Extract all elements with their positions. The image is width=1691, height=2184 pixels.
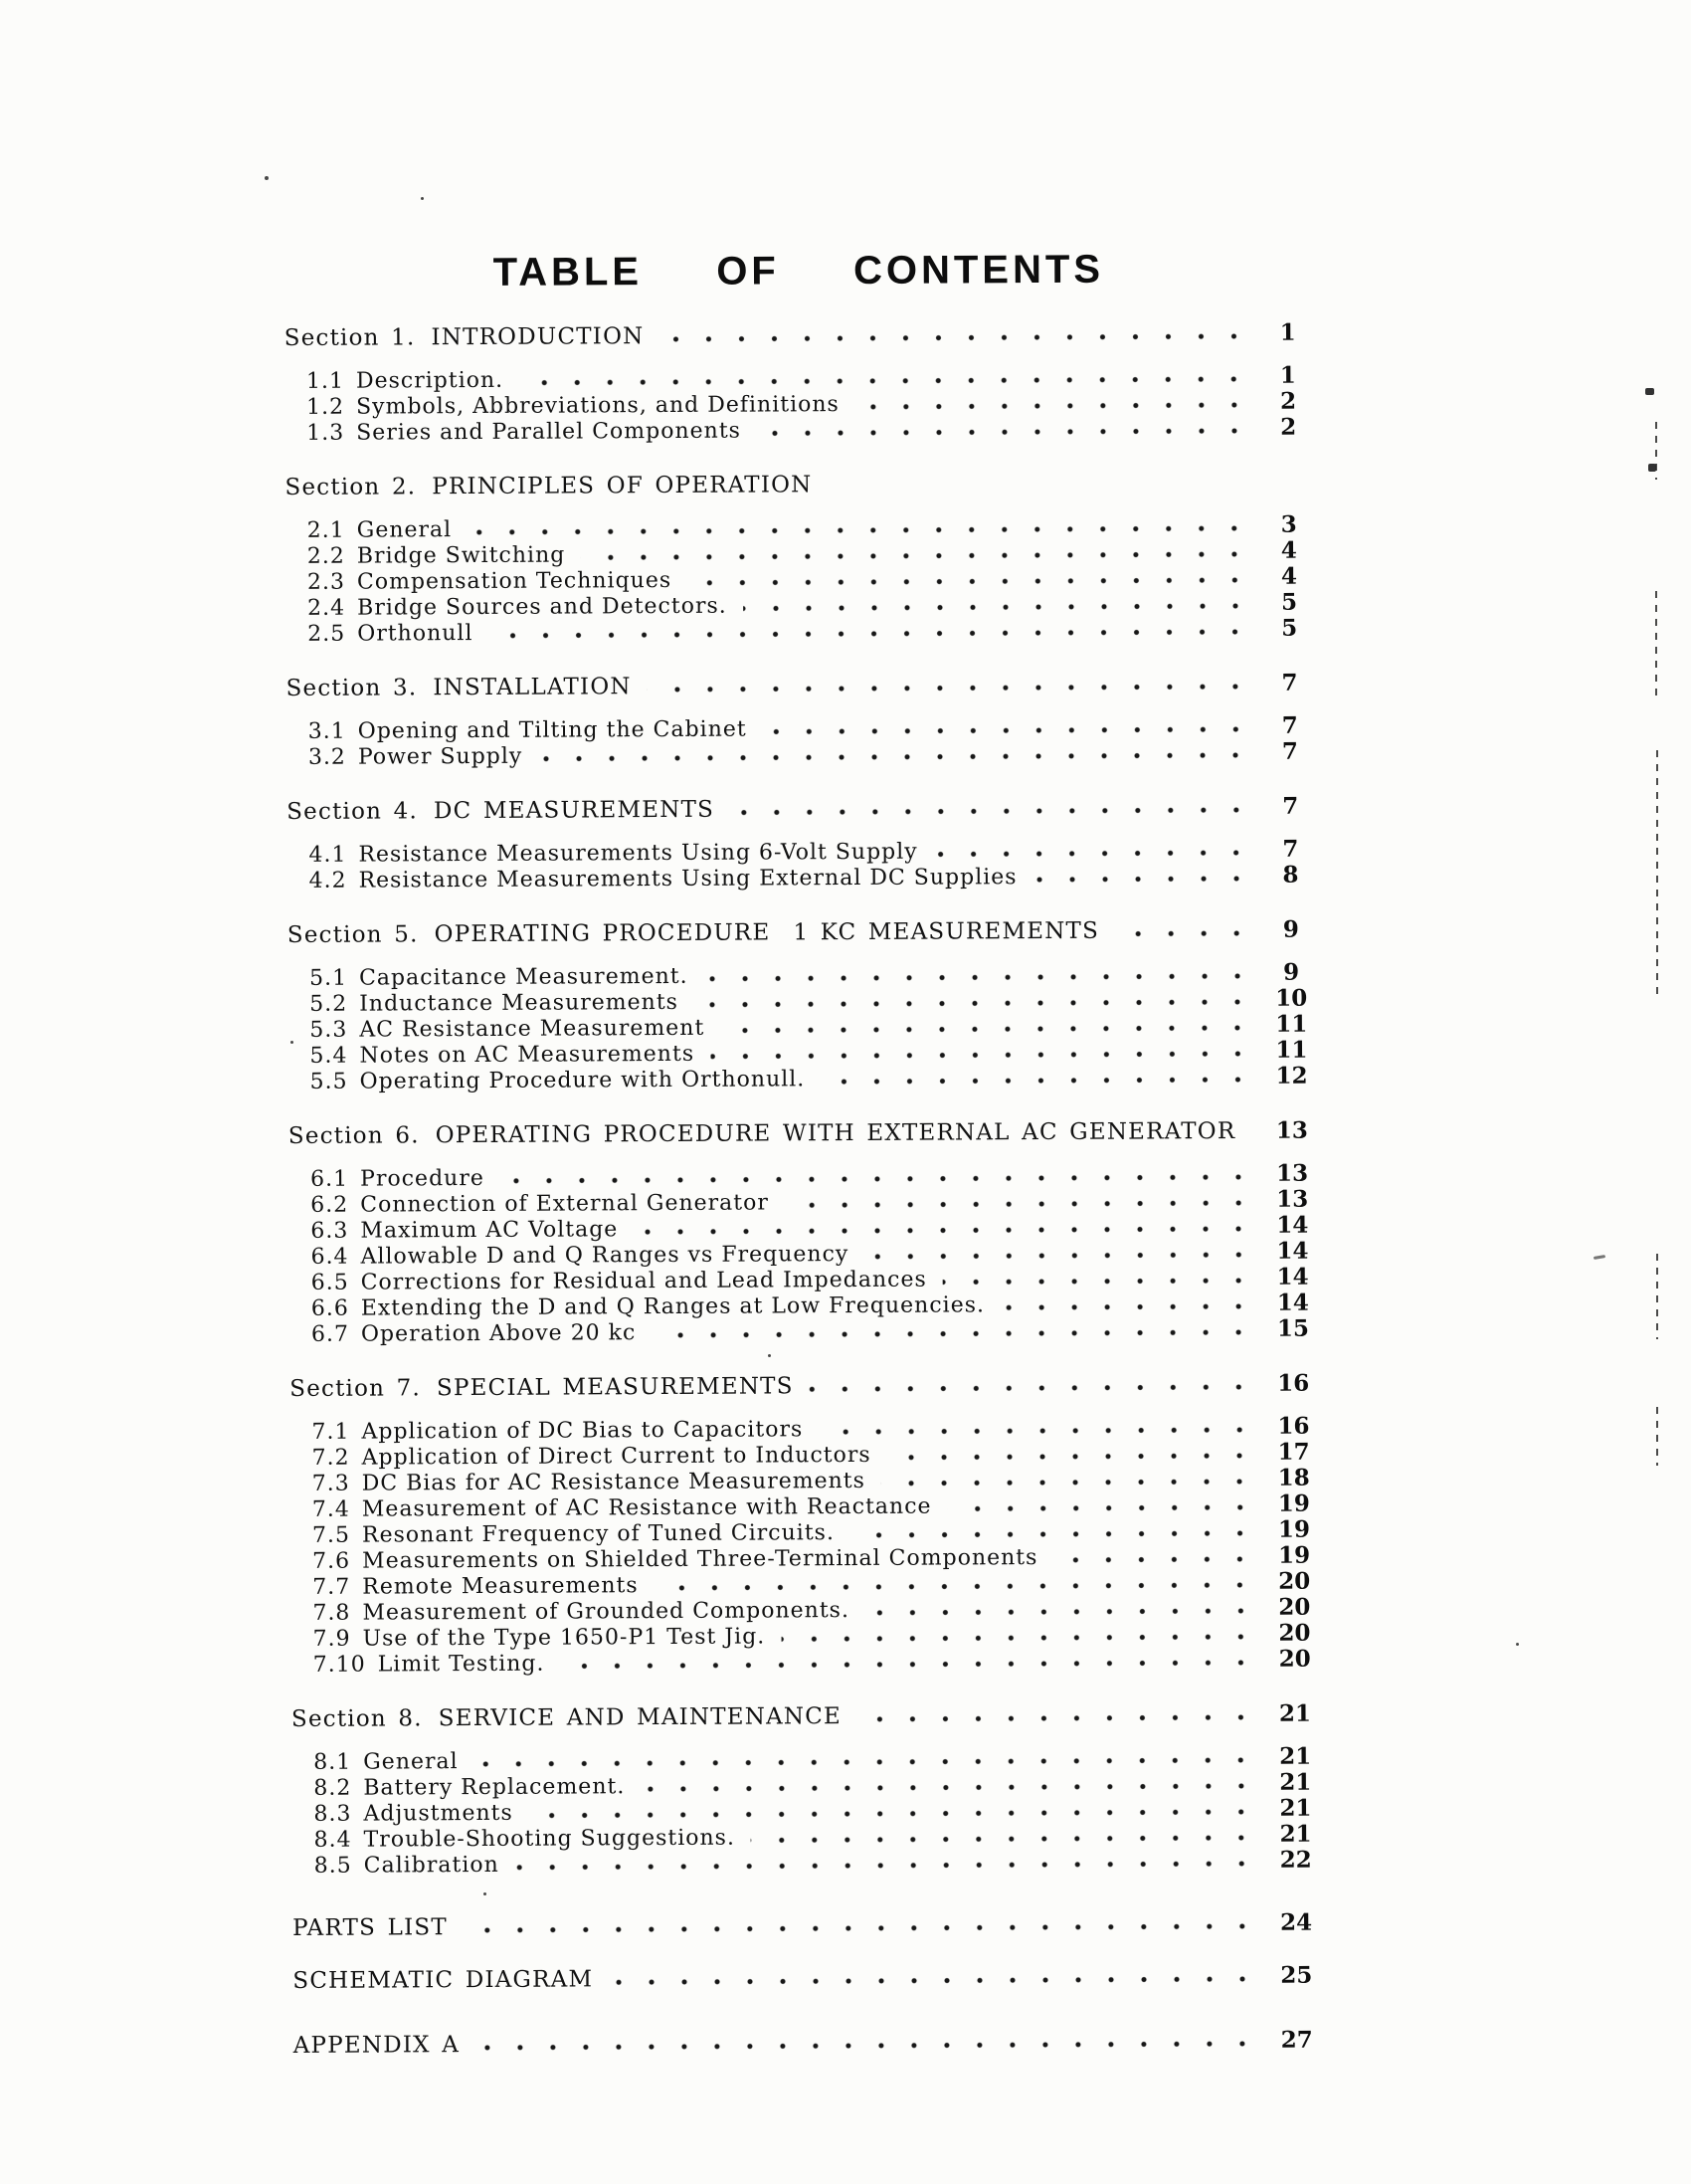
entry-title: Measurement of AC Resistance with Reactance [361, 1493, 932, 1522]
entry-number: 2.4 [307, 595, 346, 621]
toc-entry [286, 739, 1316, 770]
entry-number: 6.3 [310, 1218, 349, 1244]
entry-number: 8.1 [313, 1749, 352, 1775]
leader-dots [464, 1921, 1258, 1935]
scan-artifact [1645, 388, 1654, 395]
page-number: 21 [1278, 1699, 1312, 1727]
entry-number: 5.4 [309, 1043, 348, 1069]
toc-section-heading [284, 320, 1314, 351]
toc-section-heading [289, 1371, 1319, 1402]
entry-title: Remote Measurements [362, 1573, 639, 1600]
page-number: 8 [1282, 861, 1299, 889]
toc-section [286, 794, 1316, 893]
toc-section-heading [291, 1701, 1321, 1732]
entry-title: Application of DC Bias to Capacitors [361, 1417, 804, 1445]
page-number: 5 [1281, 588, 1298, 616]
entry-number: 7.7 [312, 1574, 351, 1600]
page-number: 14 [1276, 1289, 1309, 1316]
scan-artifact [290, 1041, 293, 1044]
leader-dots [659, 331, 1249, 344]
entry-number: 1.1 [305, 368, 344, 394]
leader-dots [655, 1580, 1257, 1593]
page-number: 27 [1280, 2026, 1313, 2054]
leader-dots [887, 1451, 1256, 1463]
page-number: 5 [1281, 614, 1298, 642]
page-number: 7 [1281, 711, 1298, 739]
entry-title: Resistance Measurements Using 6-Volt Supply [358, 839, 918, 868]
page-number: 13 [1275, 1116, 1308, 1144]
page-number: 24 [1279, 1908, 1313, 1936]
entry-number: 7.8 [312, 1600, 351, 1626]
leader-dots [474, 1755, 1258, 1769]
page-number: 7 [1282, 835, 1299, 863]
section-label: Section 3. [285, 675, 418, 702]
entry-title: Resistance Measurements Using External DC Supplies [358, 865, 1018, 893]
leader-dots [881, 1477, 1256, 1489]
page-number: 21 [1279, 1794, 1312, 1822]
leader-dots [515, 1859, 1258, 1873]
leader-dots [757, 426, 1250, 439]
entry-number: 7.5 [311, 1522, 351, 1548]
leader-dots [468, 523, 1251, 537]
entry-title: Description. [355, 367, 504, 394]
leader-dots [475, 2039, 1259, 2053]
leader-dots [751, 1833, 1258, 1846]
entry-number: 8.3 [313, 1801, 352, 1827]
leader-dots [948, 1502, 1256, 1514]
page-number: 12 [1275, 1062, 1308, 1090]
toc-entry [291, 1647, 1321, 1678]
entry-title: Corrections for Residual and Lead Impedances [360, 1267, 927, 1295]
entry-title: Opening and Tilting the Cabinet [357, 716, 747, 744]
back-matter-row [293, 2028, 1323, 2059]
entry-title: Measurement of Grounded Components. [362, 1598, 850, 1626]
page-number: 14 [1276, 1211, 1309, 1239]
page-number: 4 [1280, 536, 1297, 564]
section-title: SPECIAL MEASUREMENTS [436, 1373, 794, 1402]
section-label: Section 5. [286, 921, 419, 949]
leader-dots [560, 1658, 1256, 1672]
entry-title: Connection of External Generator [360, 1190, 769, 1218]
section-label: Section 2. [284, 474, 417, 501]
leader-dots [810, 1382, 1256, 1394]
page-number: 25 [1280, 1961, 1313, 1989]
entry-title: Use of the Type 1650-P1 Test Jig. [362, 1624, 766, 1652]
leader-dots [1115, 928, 1253, 939]
scan-artifact [768, 1354, 771, 1357]
page-number: 19 [1277, 1515, 1311, 1543]
toc-entry [286, 863, 1316, 893]
page-number: 20 [1278, 1593, 1311, 1621]
section-title: APPENDIX A [292, 2032, 461, 2059]
entry-title: DC Bias for AC Resistance Measurements [361, 1468, 865, 1496]
entry-number: 4.1 [308, 842, 347, 868]
entry-number: 2.1 [306, 517, 345, 543]
section-label: Section 4. [286, 798, 419, 826]
page-number: 2 [1280, 413, 1297, 441]
entry-number: 5.5 [309, 1069, 348, 1094]
leader-dots [781, 1632, 1256, 1645]
entry-number: 8.2 [313, 1775, 352, 1801]
scan-artifact [1655, 591, 1657, 702]
page-number: 22 [1279, 1846, 1312, 1874]
entry-title: Inductance Measurements [359, 989, 679, 1017]
page-number: 16 [1277, 1412, 1310, 1440]
leader-dots [581, 549, 1251, 563]
leader-dots [488, 627, 1251, 641]
page-title: TABLE OF CONTENTS [492, 247, 1105, 295]
entry-number: 6.5 [310, 1270, 349, 1295]
page-number: 15 [1276, 1314, 1309, 1342]
toc-list [284, 320, 1323, 2059]
entry-title: Operation Above 20 kc [360, 1320, 637, 1347]
back-matter-row [292, 1963, 1322, 1994]
toc-section-heading [284, 470, 1314, 500]
section-title: PRINCIPLES OF OPERATION [432, 472, 813, 500]
leader-dots [687, 575, 1251, 588]
page-number: 9 [1282, 958, 1300, 986]
leader-dots [819, 1425, 1255, 1437]
entry-number: 7.4 [311, 1496, 350, 1522]
entry-number: 6.2 [310, 1192, 349, 1218]
section-title: DC MEASUREMENTS [433, 796, 715, 825]
entry-number: 7.2 [311, 1445, 350, 1471]
section-title: INTRODUCTION [431, 323, 645, 351]
leader-dots [609, 1974, 1258, 1987]
entry-title: Notes on AC Measurements [359, 1041, 695, 1069]
leader-dots [694, 997, 1253, 1010]
leader-dots [821, 1075, 1253, 1087]
leader-dots [704, 971, 1254, 984]
page-number: 10 [1275, 984, 1308, 1012]
entry-title: Power Supply [357, 743, 523, 770]
leader-dots [538, 750, 1252, 764]
toc-section [289, 1371, 1321, 1678]
section-label: Section 1. [283, 324, 416, 352]
entry-number: 7.9 [312, 1626, 351, 1652]
page-number: 20 [1278, 1619, 1311, 1647]
page-number: 13 [1276, 1159, 1309, 1187]
entry-title: Application of Direct Current to Inductors [361, 1442, 871, 1471]
entry-title: Bridge Switching [356, 542, 566, 569]
page-number: 14 [1276, 1237, 1309, 1265]
leader-dots [943, 1276, 1255, 1288]
page-number: 16 [1277, 1369, 1310, 1397]
scan-artifact [421, 197, 424, 200]
section-title: OPERATING PROCEDURE WITH EXTERNAL AC GENERATOR [435, 1118, 1236, 1149]
toc-entry [288, 1064, 1318, 1094]
leader-dots [730, 805, 1252, 818]
toc-entry [289, 1316, 1319, 1347]
entry-number: 3.1 [307, 718, 346, 744]
leader-dots [743, 601, 1251, 614]
scan-artifact [483, 1892, 486, 1895]
leader-dots [529, 1807, 1258, 1821]
page-number: 21 [1279, 1820, 1312, 1848]
entry-title: Measurements on Shielded Three-Terminal Components [362, 1545, 1038, 1574]
entry-title: Procedure [360, 1165, 484, 1192]
section-label: Section 6. [287, 1122, 420, 1150]
entry-number: 7.6 [312, 1548, 351, 1574]
back-matter-row [292, 1910, 1322, 1941]
entry-title: Symbols, Abbreviations, and Definitions [355, 392, 840, 420]
toc-page [283, 247, 1322, 2059]
entry-number: 2.2 [306, 543, 345, 569]
page-number: 19 [1278, 1541, 1311, 1569]
leader-dots [934, 848, 1253, 860]
leader-dots [763, 724, 1252, 737]
page-number: 4 [1280, 562, 1298, 590]
entry-number: 2.5 [307, 621, 346, 647]
section-title: SCHEMATIC DIAGRAM [292, 1966, 594, 1994]
page-number: 7 [1281, 737, 1298, 765]
section-title: OPERATING PROCEDURE 1 KC MEASUREMENTS [434, 917, 1100, 948]
page-number: 1 [1279, 318, 1296, 346]
page-number: 2 [1279, 387, 1297, 415]
page-number: 13 [1276, 1185, 1309, 1213]
entry-title: General [363, 1749, 459, 1775]
toc-section-heading [285, 671, 1315, 701]
section-label: Section 7. [289, 1375, 422, 1402]
entry-title: Allowable D and Q Ranges vs Frequency [360, 1242, 849, 1270]
leader-dots [648, 682, 1252, 695]
scan-artifact [1656, 750, 1658, 997]
leader-dots [710, 1049, 1253, 1062]
toc-section [285, 671, 1315, 770]
entry-title: Series and Parallel Components [356, 418, 742, 446]
entry-number: 3.2 [307, 744, 346, 770]
entry-number: 5.1 [309, 965, 348, 991]
leader-dots [500, 1172, 1254, 1186]
page-number: 7 [1282, 792, 1299, 820]
leader-dots [634, 1224, 1254, 1237]
section-title: PARTS LIST [292, 1914, 448, 1941]
toc-section [284, 470, 1315, 647]
entry-title: Battery Replacement. [363, 1774, 626, 1801]
entry-number: 6.7 [310, 1321, 350, 1347]
leader-dots [1001, 1301, 1255, 1312]
page-number: 18 [1277, 1464, 1310, 1491]
entry-title: Operating Procedure with Orthonull. [359, 1067, 806, 1094]
toc-section [287, 917, 1318, 1094]
page-number: 3 [1280, 510, 1297, 538]
entry-number: 7.3 [311, 1471, 350, 1496]
page-number: 20 [1278, 1567, 1311, 1595]
toc-entry [284, 415, 1314, 446]
entry-number: 6.1 [310, 1166, 349, 1192]
entry-title: Extending the D and Q Ranges at Low Frequencies. [360, 1292, 986, 1321]
entry-number: 1.3 [306, 420, 345, 446]
entry-title: Calibration [363, 1852, 499, 1879]
entry-title: AC Resistance Measurement [359, 1015, 705, 1043]
entry-title: Bridge Sources and Detectors. [357, 593, 727, 621]
scan-artifact [265, 176, 269, 180]
entry-title: Limit Testing. [377, 1651, 545, 1678]
entry-title: General [356, 517, 453, 543]
scan-artifact [1656, 1254, 1658, 1339]
leader-dots [855, 400, 1250, 412]
page-number: 11 [1275, 1010, 1308, 1038]
toc-section-heading [286, 794, 1316, 825]
page-number: 14 [1276, 1263, 1309, 1291]
leader-dots [865, 1606, 1257, 1618]
leader-dots [850, 1528, 1256, 1540]
toc-section-heading [287, 917, 1317, 948]
entry-title: Adjustments [363, 1800, 513, 1827]
scan-artifact [1655, 422, 1657, 480]
entry-number: 6.4 [310, 1244, 349, 1270]
leader-dots [857, 1712, 1257, 1724]
page-number: 7 [1281, 669, 1298, 696]
page-number: 17 [1277, 1438, 1310, 1466]
entry-number: 5.3 [309, 1017, 348, 1043]
entry-number: 6.6 [310, 1295, 349, 1321]
leader-dots [1251, 1129, 1254, 1139]
page-number: 1 [1279, 361, 1296, 389]
entry-number: 8.5 [313, 1853, 352, 1879]
entry-number: 7.1 [311, 1419, 350, 1445]
entry-number: 1.2 [305, 394, 345, 420]
leader-dots [652, 1327, 1255, 1340]
leader-dots [641, 1781, 1257, 1794]
leader-dots [720, 1023, 1253, 1036]
entry-number: 8.4 [313, 1827, 352, 1853]
entry-number: 4.2 [308, 868, 347, 893]
page-number: 9 [1282, 915, 1299, 943]
page-number: 11 [1275, 1036, 1308, 1064]
entry-title: Resonant Frequency of Tuned Circuits. [361, 1520, 835, 1548]
section-title: INSTALLATION [433, 674, 632, 701]
scan-artifact [1516, 1643, 1519, 1646]
entry-number: 5.2 [309, 991, 348, 1017]
leader-dots [1053, 1554, 1256, 1565]
entry-title: Orthonull [357, 621, 473, 647]
page-number: 19 [1277, 1489, 1310, 1517]
toc-section [288, 1118, 1319, 1347]
entry-number: 7.10 [312, 1652, 366, 1678]
toc-entry [285, 616, 1315, 647]
leader-dots [785, 1198, 1254, 1210]
entry-title: Trouble-Shooting Suggestions. [363, 1825, 735, 1853]
page-number: 21 [1279, 1768, 1312, 1796]
leader-dots [519, 374, 1250, 388]
toc-section [284, 320, 1315, 446]
page-number: 20 [1278, 1645, 1311, 1673]
toc-section [291, 1701, 1322, 1879]
entry-number: 2.3 [306, 569, 346, 595]
entry-title: Compensation Techniques [356, 567, 672, 595]
toc-entry [292, 1848, 1322, 1879]
entry-title: Maximum AC Voltage [360, 1217, 619, 1244]
toc-section-heading [288, 1118, 1318, 1149]
section-label: Section 8. [290, 1705, 423, 1732]
scan-artifact [1656, 1407, 1658, 1466]
page-number: 21 [1279, 1742, 1312, 1770]
leader-dots [1033, 874, 1253, 885]
section-title: SERVICE AND MAINTENANCE [438, 1703, 843, 1732]
leader-dots [828, 481, 1250, 493]
entry-title: Capacitance Measurement. [359, 963, 688, 991]
leader-dots [864, 1250, 1254, 1262]
